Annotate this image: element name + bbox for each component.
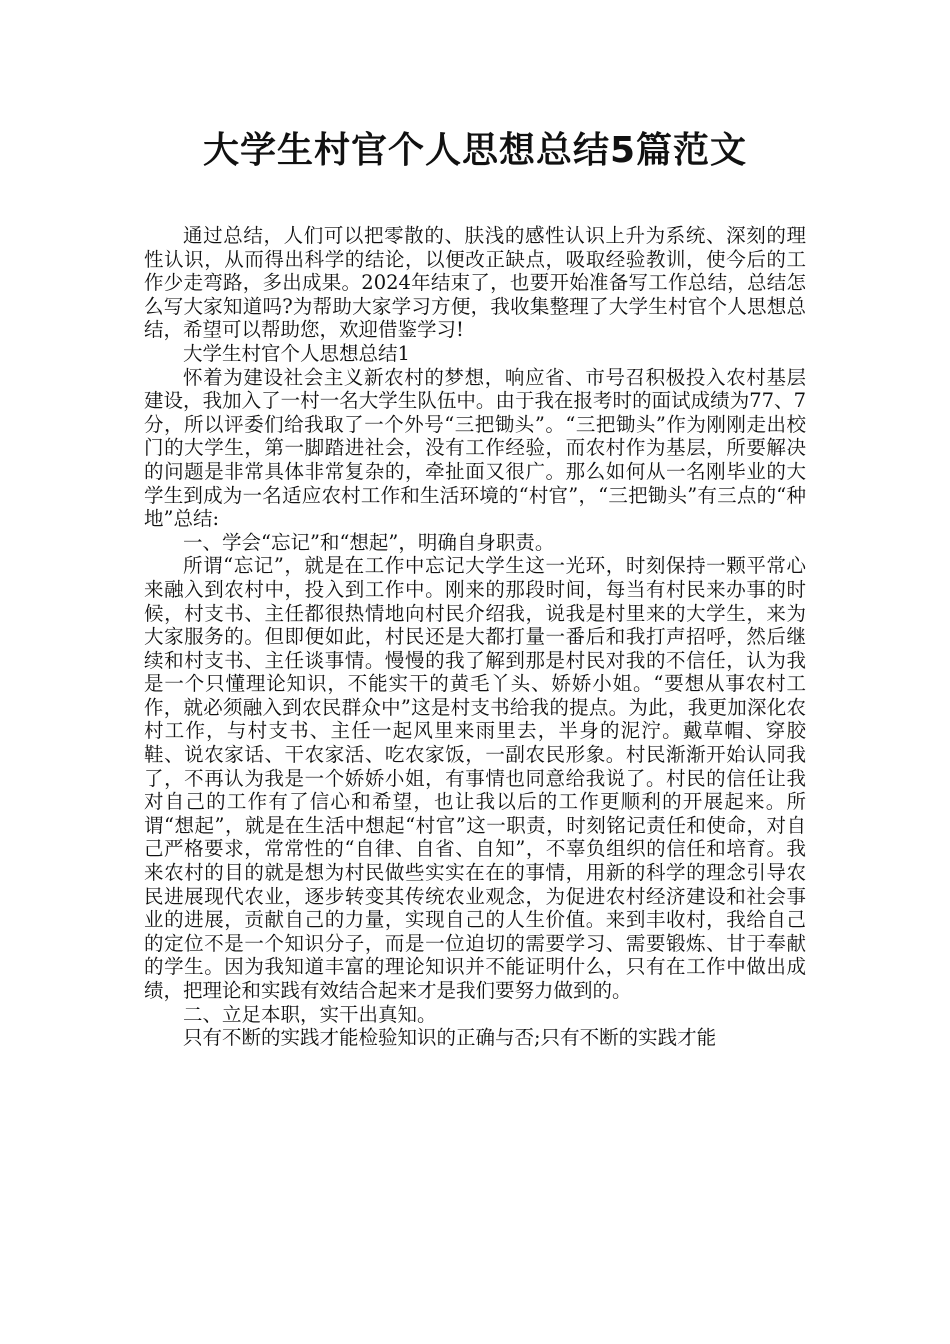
document-body (144, 224, 806, 1050)
body-paragraph: 只有不断的实践才能检验知识的正确与否;只有不断的实践才能 (183, 1026, 717, 1050)
section-heading-1: 大学生村官个人思想总结1 (183, 341, 410, 365)
subheading-2: 二、立足本职，实干出真知。 (183, 1002, 437, 1026)
body-paragraph: 所谓“忘记”，就是在工作中忘记大学生这一光环，时刻保持一颗平常心来融入到农村中，投入到工作中。刚来的那段时间，每当有村民来办事的时候，村支书、主任都很热情地向村民介绍我，说我是村里来的大学生，来为大家服务的。但即便如此，村民还是大都打量一番后和我打声招呼，然后继续和村支书、主任谈事情。慢慢的我了解到那是村民对我的不信任，认为我是一个只懂理论知识，不能实干的黄毛丫头、娇娇小姐。“要想从事农村工作，就必须融入到农民群众中”这是村支书给我的提点。为此，我更加深化农村工作，与村支书、主任一起风里来雨里去，半身的泥泞。戴草帽、穿胶鞋、说农家话、干农家活、吃农家饭，一副农民形象。村民渐渐开始认同我了，不再认为我是一个娇娇小姐，有事情也同意给我说了。村民的信任让我对自己的工作有了信心和希望，也让我以后的工作更顺利的开展起来。所谓“想起”，就是在生活中想起“村官”这一职责，时刻铭记责任和使命，对自己严格要求，常常性的“自律、自省、自知”，不辜负组织的信任和培育。我来农村的目的就是想为村民做些实实在在的事情，用新的科学的理念引导农民进展现代农业，逐步转变其传统农业观念，为促进农村经济建设和社会事业的进展，贡献自己的力量，实现自己的人生价值。来到丰收村，我给自己的定位不是一个知识分子，而是一位迫切的需要学习、需要锻炼、甘于奉献的学生。因为我知道丰富的理论知识并不能证明什么，只有在工作中做出成绩，把理论和实践有效结合起来才是我们要努力做到的。 (144, 554, 806, 1002)
intro-paragraph: 通过总结，人们可以把零散的、肤浅的感性认识上升为系统、深刻的理性认识，从而得出科学的结论，以便改正缺点，吸取经验教训，使今后的工作少走弯路，多出成果。2024年结束了，也要开始准备写工作总结，总结怎么写大家知道吗?为帮助大家学习方便，我收集整理了大学生村官个人思想总结，希望可以帮助您，欢迎借鉴学习! (144, 224, 806, 342)
document-title: 大学生村官个人思想总结5篇范文 (202, 130, 748, 171)
subheading-1: 一、学会“忘记”和“想起”，明确自身职责。 (183, 530, 555, 554)
body-paragraph: 怀着为建设社会主义新农村的梦想，响应省、市号召积极投入农村基层建设，我加入了一村一名大学生队伍中。由于我在报考时的面试成绩为77、7分，所以评委们给我取了一个外号“三把锄头”。“三把锄头”作为刚刚走出校门的大学生，第一脚踏进社会，没有工作经验，而农村作为基层，所要解决的问题是非常具体非常复杂的，牵扯面又很广。那么如何从一名刚毕业的大学生到成为一名适应农村工作和生活环境的“村官”，“三把锄头”有三点的“种地”总结: (144, 365, 806, 531)
